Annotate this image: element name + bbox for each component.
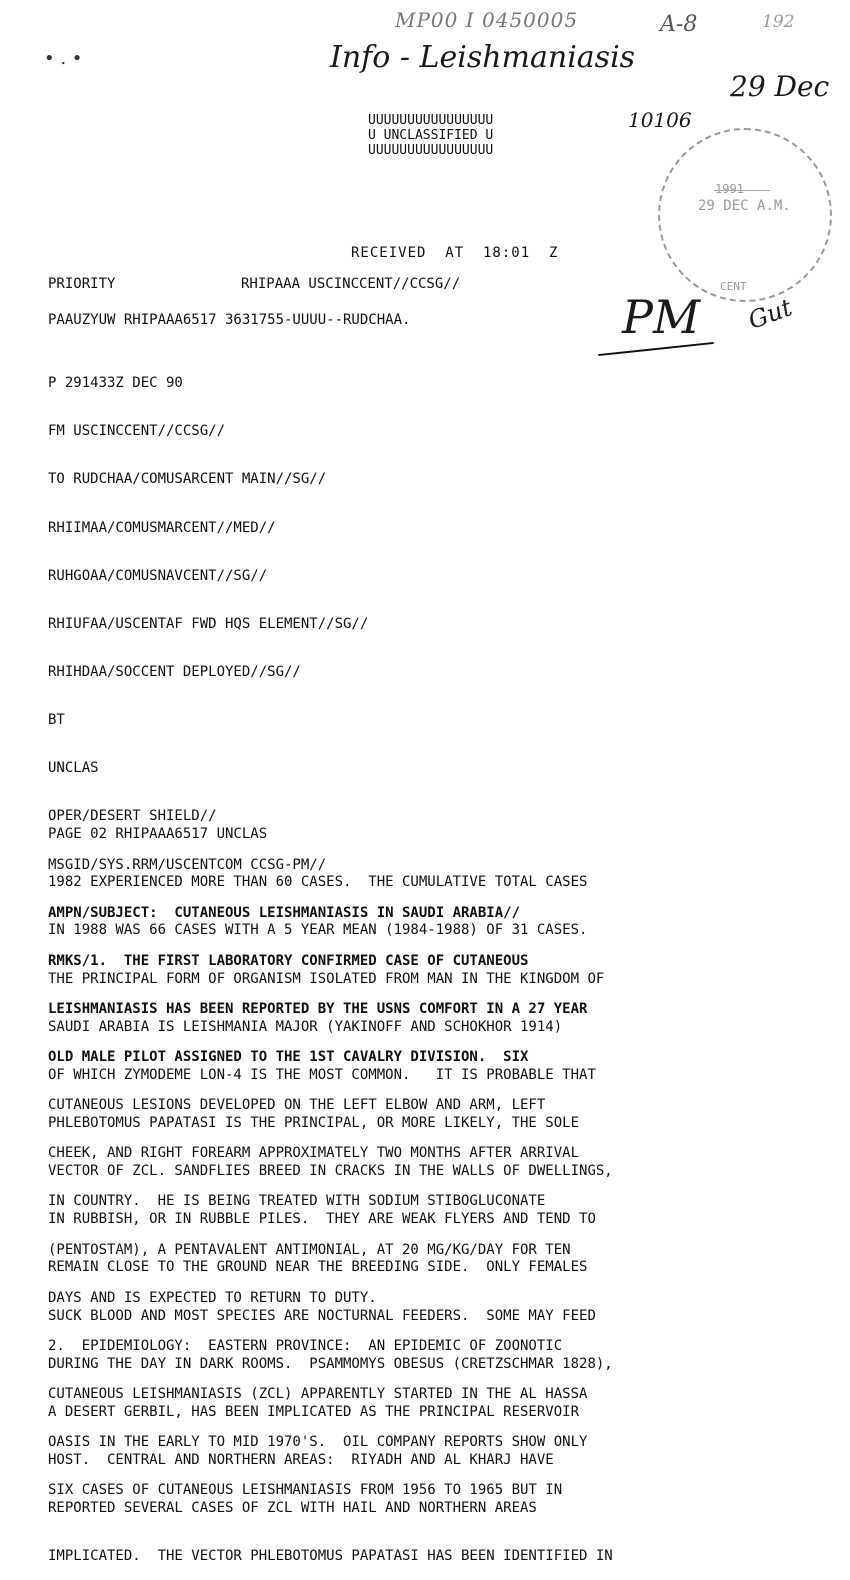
- handwritten-date-note: 29 Dec: [730, 70, 830, 103]
- body-line: LEISHMANIASIS HAS BEEN REPORTED BY THE USNS COMFORT IN A 27 YEAR: [48, 1000, 588, 1017]
- body-line: IMPLICATED. THE VECTOR PHLEBOTOMUS PAPATASI HAS BEEN IDENTIFIED IN: [48, 1548, 613, 1565]
- handwritten-a8-note: A-8: [660, 12, 698, 37]
- body-line: SIX CASES OF CUTANEOUS LEISHMANIASIS FROM 1956 TO 1965 BUT IN: [48, 1482, 563, 1499]
- body-line: OPER/DESERT SHIELD//: [48, 808, 217, 825]
- body-line: TO RUDCHAA/COMUSARCENT MAIN//SG//: [48, 471, 327, 488]
- body-line: HOST. CENTRAL AND NORTHERN AREAS: RIYADH AND AL KHARJ HAVE: [48, 1451, 554, 1468]
- classification-label: U UNCLASSIFIED U: [368, 128, 494, 143]
- stamp-date: 29 DEC A.M.: [698, 198, 791, 214]
- classification-bottom-border: UUUUUUUUUUUUUUUU: [368, 143, 494, 158]
- priority-label: PRIORITY: [48, 276, 116, 292]
- message-body-page-2: [48, 794, 613, 1580]
- classification-top-border: UUUUUUUUUUUUUUUU: [368, 113, 494, 128]
- stamp-divider: [714, 190, 770, 191]
- received-time: RECEIVED AT 18:01 Z: [351, 245, 559, 261]
- body-line: IN 1988 WAS 66 CASES WITH A 5 YEAR MEAN (1984-1988) OF 31 CASES.: [48, 922, 588, 939]
- body-line: 1982 EXPERIENCED MORE THAN 60 CASES. THE CUMULATIVE TOTAL CASES: [48, 874, 588, 891]
- body-line: REPORTED SEVERAL CASES OF ZCL WITH HAIL AND NORTHERN AREAS: [48, 1500, 537, 1517]
- body-line: RHIUFAA/USCENTAF FWD HQS ELEMENT//SG//: [48, 615, 369, 632]
- body-line: CHEEK, AND RIGHT FOREARM APPROXIMATELY TWO MONTHS AFTER ARRIVAL: [48, 1145, 580, 1162]
- body-line: CUTANEOUS LEISHMANIASIS (ZCL) APPARENTLY STARTED IN THE AL HASSA: [48, 1386, 588, 1403]
- page-header: PAGE 02 RHIPAAA6517 UNCLAS: [48, 826, 268, 843]
- message-id: PAAUZYUW RHIPAAA6517 3631755-UUUU--RUDCHAA.: [48, 312, 411, 328]
- body-line: SAUDI ARABIA IS LEISHMANIA MAJOR (YAKINOFF AND SCHOKHOR 1914): [48, 1018, 563, 1035]
- body-line: FM USCINCCENT//CCSG//: [48, 423, 226, 440]
- body-line: DAYS AND IS EXPECTED TO RETURN TO DUTY.: [48, 1289, 377, 1306]
- body-line: RHIHDAA/SOCCENT DEPLOYED//SG//: [48, 663, 301, 680]
- body-line: IN RUBBISH, OR IN RUBBLE PILES. THEY ARE WEAK FLYERS AND TEND TO: [48, 1211, 596, 1228]
- stamp-year: 1991: [715, 182, 744, 196]
- body-line: OLD MALE PILOT ASSIGNED TO THE 1ST CAVALRY DIVISION. SIX: [48, 1049, 529, 1066]
- body-line: RHIIMAA/COMUSMARCENT//MED//: [48, 519, 276, 536]
- body-line: RMKS/1. THE FIRST LABORATORY CONFIRMED CASE OF CUTANEOUS: [48, 952, 529, 969]
- initials-underline: [598, 342, 714, 356]
- handwritten-corner-mark: 192: [762, 12, 795, 32]
- body-line: 2. EPIDEMIOLOGY: EASTERN PROVINCE: AN EPIDEMIC OF ZOONOTIC: [48, 1337, 563, 1354]
- body-line: VECTOR OF ZCL. SANDFLIES BREED IN CRACKS IN THE WALLS OF DWELLINGS,: [48, 1163, 613, 1180]
- body-line: SUCK BLOOD AND MOST SPECIES ARE NOCTURNAL FEEDERS. SOME MAY FEED: [48, 1307, 596, 1324]
- body-line: UNCLAS: [48, 760, 99, 777]
- body-line: DURING THE DAY IN DARK ROOMS. PSAMMOMYS OBESUS (CRETZSCHMAR 1828),: [48, 1355, 613, 1372]
- priority-routing: RHIPAAA USCINCCENT//CCSG//: [241, 276, 461, 292]
- body-line: THE PRINCIPAL FORM OF ORGANISM ISOLATED FROM MAN IN THE KINGDOM OF: [48, 970, 605, 987]
- body-line: A DESERT GERBIL, HAS BEEN IMPLICATED AS THE PRINCIPAL RESERVOIR: [48, 1403, 580, 1420]
- body-line: P 291433Z DEC 90: [48, 375, 183, 392]
- body-line: BT: [48, 712, 65, 729]
- handwritten-dots: • . •: [44, 48, 83, 69]
- handwritten-info-title: Info - Leishmaniasis: [330, 40, 636, 75]
- body-line: RUHGOAA/COMUSNAVCENT//SG//: [48, 567, 268, 584]
- body-line: MSGID/SYS.RRM/USCENTCOM CCSG-PM//: [48, 856, 327, 873]
- body-line: IN COUNTRY. HE IS BEING TREATED WITH SODIUM STIBOGLUCONATE: [48, 1193, 546, 1210]
- body-line: PHLEBOTOMUS PAPATASI IS THE PRINCIPAL, OR MORE LIKELY, THE SOLE: [48, 1114, 580, 1131]
- handwritten-reference-number: MP00 I 0450005: [395, 8, 579, 32]
- body-line: REMAIN CLOSE TO THE GROUND NEAR THE BREEDING SIDE. ONLY FEMALES: [48, 1259, 588, 1276]
- subject-line: AMPN/SUBJECT: CUTANEOUS LEISHMANIASIS IN SAUDI ARABIA//: [48, 904, 521, 921]
- handwritten-number-note: 10106: [628, 108, 692, 132]
- body-line: CUTANEOUS LESIONS DEVELOPED ON THE LEFT ELBOW AND ARM, LEFT: [48, 1097, 546, 1114]
- handwritten-initials-pm: PM: [622, 290, 701, 344]
- stamp-office: CENT: [720, 280, 747, 293]
- body-line: OASIS IN THE EARLY TO MID 1970'S. OIL COMPANY REPORTS SHOW ONLY: [48, 1434, 588, 1451]
- body-line: OF WHICH ZYMODEME LON-4 IS THE MOST COMMON. IT IS PROBABLE THAT: [48, 1066, 596, 1083]
- received-stamp: [658, 128, 832, 302]
- handwritten-initials-gut: Gut: [744, 293, 796, 335]
- body-line: (PENTOSTAM), A PENTAVALENT ANTIMONIAL, AT 20 MG/KG/DAY FOR TEN: [48, 1241, 571, 1258]
